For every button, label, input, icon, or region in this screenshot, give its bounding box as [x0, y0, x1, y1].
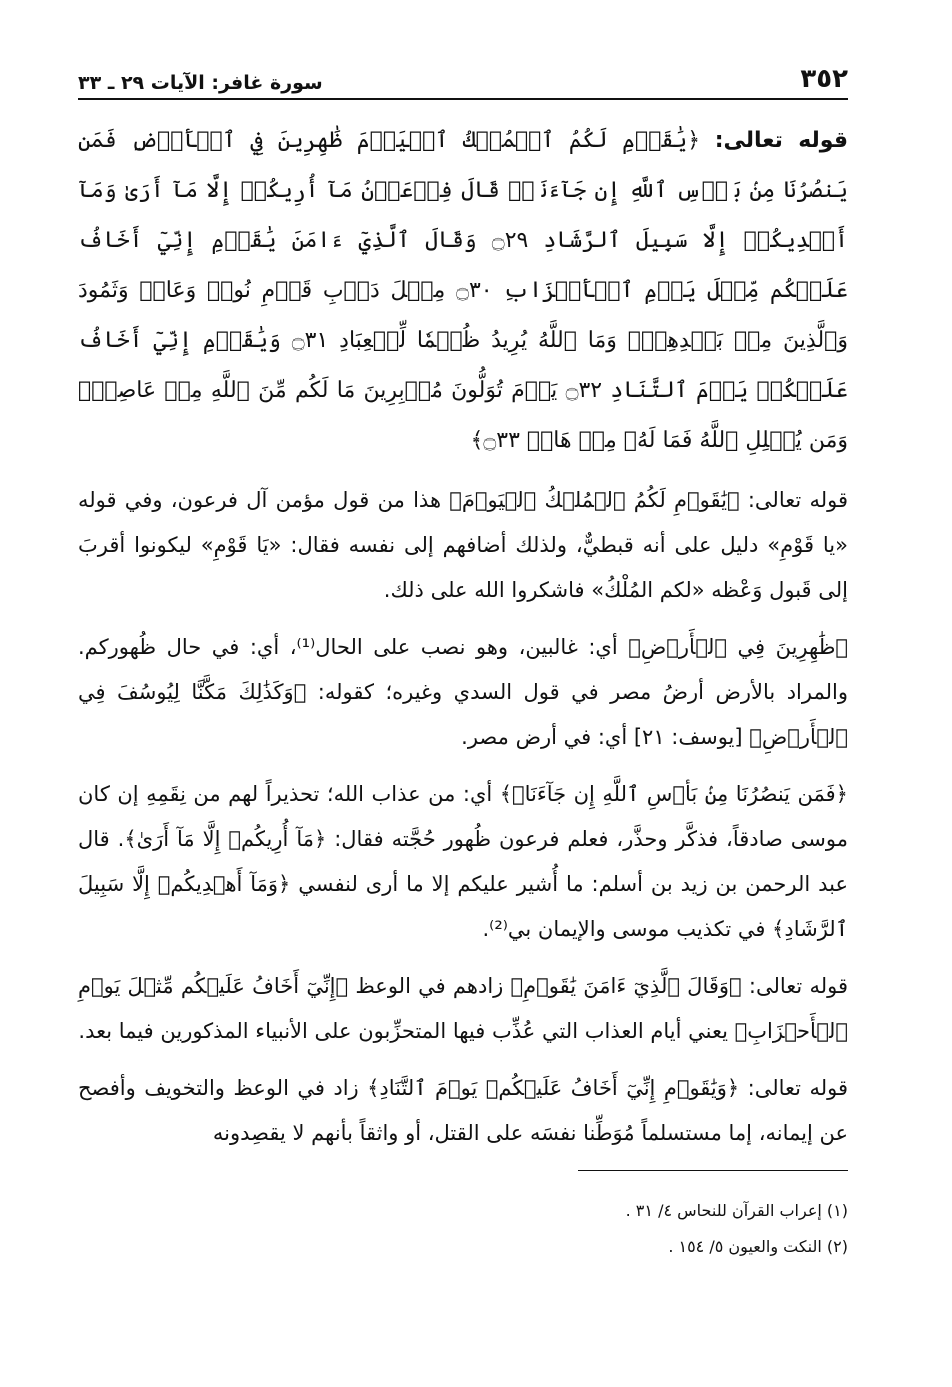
surah-title: سورة غافر: الآيات ٢٩ ـ ٣٣ — [78, 72, 323, 94]
commentary-paragraph-4: قوله تعالى: ﴿وَقَالَ ٱلَّذِيٓ ءَامَنَ يَٰقَوۡمِ﴾ زادهم في الوعظ ﴿إِنِّيٓ أَخَافُ عَلَيۡكُم مِّثۡلَ يَوۡمِ ٱلۡأَحۡزَابِ﴾ يعني أيام العذاب التي عُذِّب فيها المتحزِّبون على الأنبياء المذكورين فيما بعد. — [78, 974, 848, 1043]
book-page — [78, 62, 848, 1265]
verse-paragraph — [78, 116, 848, 466]
running-header — [78, 62, 848, 100]
body-text — [78, 116, 848, 1156]
footnotes — [78, 1193, 848, 1265]
commentary-paragraph-2: ﴿ظَٰهِرِينَ فِي ٱلۡأَرۡضِ﴾ أي: غالبين، وهو نصب على الحال⁽¹⁾، أي: في حال ظُهوركم. والمراد بالأرض أرضُ مصر في قول السدي وغيره؛ كقوله: ﴿وَكَذَٰلِكَ مَكَّنَّا لِيُوسُفَ فِي ٱلۡأَرۡضِ﴾ [يوسف: ٢١] أي: في أرض مصر. — [78, 635, 849, 749]
verse-block — [78, 116, 848, 466]
footnote-divider — [578, 1170, 848, 1171]
footnote-1: (١) إعراب القرآن للنحاس ٤/ ٣١ . — [625, 1201, 848, 1220]
footnote-2: (٢) النكت والعيون ٥/ ١٥٤ . — [668, 1237, 848, 1256]
verse-lead: قوله تعالى: — [714, 128, 848, 153]
quran-verses: ﴿يَٰقَوۡمِ لَكُمُ ٱلۡمُلۡكُ ٱلۡيَوۡمَ ظَٰهِرِينَ فِي ٱلۡأَرۡضِ فَمَن يَنصُرُنَا مِنۢ بَأۡسِ ٱللَّهِ إِن جَآءَنَاۚ قَالَ فِرۡعَوۡنُ مَآ أُرِيكُمۡ إِلَّا مَآ أَرَىٰ وَمَآ أَهۡدِيكُمۡ إِلَّا سَبِيلَ ٱلرَّشَادِ ۝٢٩ وَقَالَ ٱلَّذِيٓ ءَامَنَ يَٰقَوۡمِ إِنِّيٓ أَخَافُ عَلَيۡكُم مِّثۡلَ يَوۡمِ ٱلۡأَحۡزَابِ ۝٣٠ مِثۡلَ دَأۡبِ قَوۡمِ نُوحٖ وَعَادٖ وَثَمُودَ وَٱلَّذِينَ مِنۢ بَعۡدِهِمۡۚ وَمَا ٱللَّهُ يُرِيدُ ظُلۡمٗا لِّلۡعِبَادِ ۝٣١ وَيَٰقَوۡمِ إِنِّيٓ أَخَافُ عَلَيۡكُمۡ يَوۡمَ ٱلتَّنَادِ ۝٣٢ يَوۡمَ تُوَلُّونَ مُدۡبِرِينَ مَا لَكُم مِّنَ ٱللَّهِ مِنۡ عَاصِمٖۗ وَمَن يُضۡلِلِ ٱللَّهُ فَمَا لَهُۥ مِنۡ هَادٖ ۝٣٣﴾ — [78, 128, 849, 453]
commentary-paragraph-1: قوله تعالى: ﴿يَٰقَوۡمِ لَكُمُ ٱلۡمُلۡكُ ٱلۡيَوۡمَ﴾ هذا من قول مؤمن آل فرعون، وفي قوله «يا قَوْمِ» دليل على أنه قبطيٌّ، ولذلك أضافهم إلى نفسه فقال: «يَا قَوْمِ» ليكونوا أقربَ إلى قَبول وَعْظه «لكم المُلْكُ» فاشكروا الله على ذلك. — [78, 488, 848, 602]
commentary-paragraph-5: قوله تعالى: ﴿وَيَٰقَوۡمِ إِنِّيٓ أَخَافُ عَلَيۡكُمۡ يَوۡمَ ٱلتَّنَادِ﴾ زاد في الوعظ والتخويف وأفصح عن إيمانه، إما مستسلماً مُوَطِّنا نفسَه على القتل، أو واثقاً بأنهم لا يقصِدونه — [78, 1076, 848, 1145]
page-number: ٣٥٢ — [800, 64, 848, 94]
commentary-paragraph-3: ﴿فَمَن يَنصُرُنَا مِنۢ بَأۡسِ ٱللَّهِ إِن جَآءَنَاۚ﴾ أي: من عذاب الله؛ تحذيراً لهم من نِقَمِهِ إن كان موسى صادقاً، فذكَّر وحذَّر، فعلم فرعون ظُهور حُجَّته فقال: ﴿مَآ أُرِيكُمۡ إِلَّا مَآ أَرَىٰ﴾. قال عبد الرحمن بن زيد بن أسلم: ما أُشير عليكم إلا ما أرى لنفسي ﴿وَمَآ أَهۡدِيكُمۡ إِلَّا سَبِيلَ ٱلرَّشَادِ﴾ في تكذيب موسى والإيمان بي⁽²⁾. — [78, 782, 848, 941]
